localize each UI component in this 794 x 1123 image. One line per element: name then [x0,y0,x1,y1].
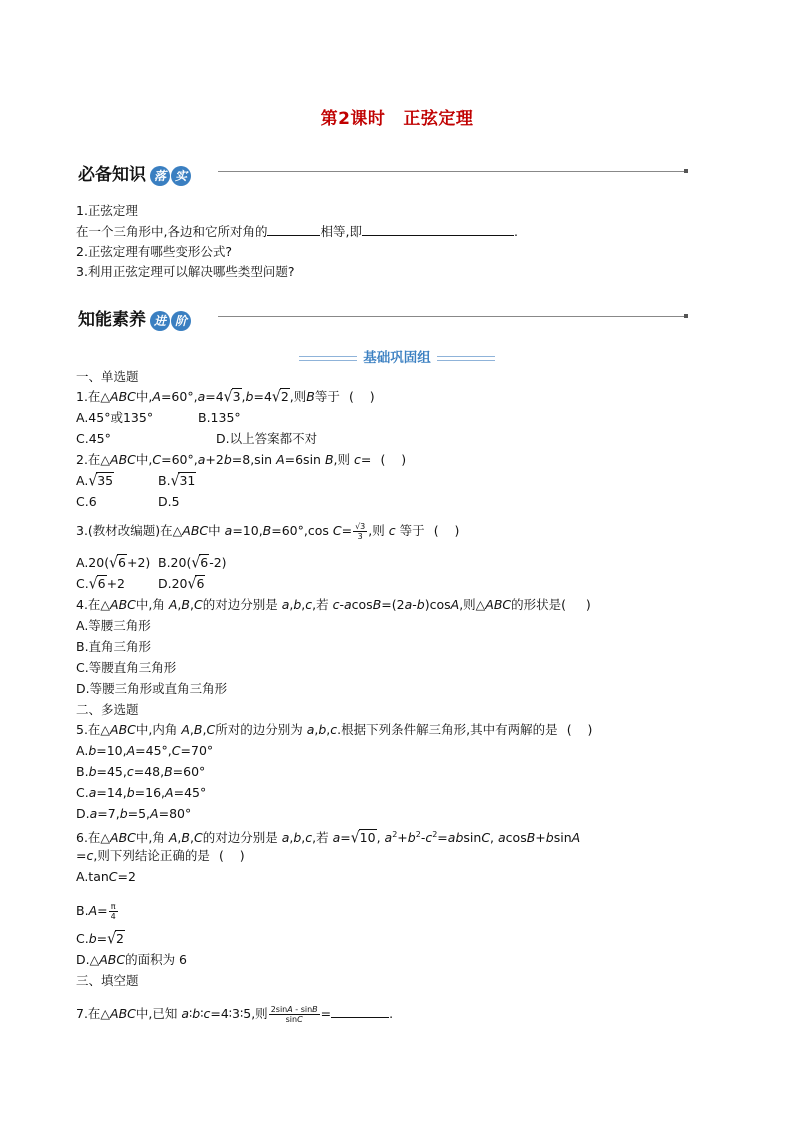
page-title: 第2课时 正弦定理 [320,109,474,129]
q1-option-d[interactable]: D.以上答案都不对 [216,431,318,446]
q4-option-c[interactable]: C.等腰直角三角形 [76,660,177,675]
section-divider [218,316,684,317]
knowledge-item-1: 1.正弦定理 [76,203,138,218]
q4-option-a[interactable]: A.等腰三角形 [76,618,151,633]
knowledge-item-3: 3.利用正弦定理可以解决哪些类型问题? [76,264,295,279]
header-multi-choice: 二、多选题 [76,702,139,717]
header-fill-blank: 三、填空题 [76,973,139,988]
q5-option-d[interactable]: D.a=7,b=5,A=80° [76,806,192,821]
q3-option-d[interactable]: D.20√6 [158,575,205,593]
q6-option-d[interactable]: D.△ABC的面积为 6 [76,952,188,967]
q3-option-c[interactable]: C.√6+2 [76,575,126,593]
section-divider [218,171,684,172]
answer-blank[interactable] [331,1006,389,1018]
q5-option-a[interactable]: A.b=10,A=45°,C=70° [76,743,214,758]
q2-option-c[interactable]: C.6 [76,494,97,509]
q2-option-d[interactable]: D.5 [158,494,180,509]
q4-option-b[interactable]: B.直角三角形 [76,639,152,654]
q2-option-a[interactable]: A.√35 [76,472,114,490]
header-single-choice: 一、单选题 [76,369,139,384]
q6-stem-line1: 6.在△ABC中,角 A,B,C的对边分别是 a,b,c,若 a=√10, $a^2+b^2-c^2=absinC$, acosB+bsinA [76,829,581,847]
q3-stem: 3.(教材改编题)在△ABC中 a=10,B=60°,cos C= $\frac{√3}{3}$ ,则 c 等于 ( ) [76,522,460,541]
q1-option-a[interactable]: A.45°或135° [76,410,154,425]
q5-option-b[interactable]: B.b=45,c=48,B=60° [76,764,206,779]
knowledge-item-1-fill: 在一个三角形中,各边和它所对角的 相等,即 . [76,224,518,239]
q3-option-a[interactable]: A.20(√6+2) [76,554,151,572]
q6-stem-line2: =c,则下列结论正确的是 ( ) [76,848,245,863]
q2-option-b[interactable]: B.√31 [158,472,196,490]
answer-blank[interactable] [362,224,514,236]
knowledge-item-2: 2.正弦定理有哪些变形公式? [76,244,233,259]
subheading: 基础巩固组 [0,346,794,366]
section-heading-competency: 知能素养 进 阶 [78,305,192,331]
answer-blank[interactable] [267,224,320,236]
q2-stem: 2.在△ABC中,C=60°,a+2b=8,sin A=6sin B,则 c= ( ) [76,452,407,467]
q3-option-b[interactable]: B.20(√6-2) [158,554,227,572]
q6-option-a[interactable]: A.tanC=2 [76,869,136,884]
q4-option-d[interactable]: D.等腰三角形或直角三角形 [76,681,228,696]
section-badge: 进 阶 [150,310,192,331]
q6-option-c[interactable]: C.b=√2 [76,930,124,948]
q7-stem: 7.在△ABC中,已知 a∶b∶c=4∶3∶5,则 $\frac{2\sin A - \sin B}{\sin C}$ = . [76,1005,394,1024]
q1-stem: 1.在△ABC中,A=60°,a=4√3,b=4√2,则B等于 ( ) [76,388,375,406]
q4-stem: 4.在△ABC中,角 A,B,C的对边分别是 a,b,c,若 c-acosB=(2a-b)cosA,则△ABC的形状是( ) [76,597,591,612]
section-heading-required-knowledge: 必备知识 落 实 [78,160,192,186]
q1-option-b[interactable]: B.135° [198,410,241,425]
q5-option-c[interactable]: C.a=14,b=16,A=45° [76,785,207,800]
q5-stem: 5.在△ABC中,内角 A,B,C所对的边分别为 a,b,c.根据下列条件解三角形,其中有两解的是 ( ) [76,722,593,737]
q6-option-b[interactable]: B.A= $\frac{\pi}{4}$ [76,902,116,921]
q1-option-c[interactable]: C.45° [76,431,111,446]
section-badge: 落 实 [150,165,192,186]
